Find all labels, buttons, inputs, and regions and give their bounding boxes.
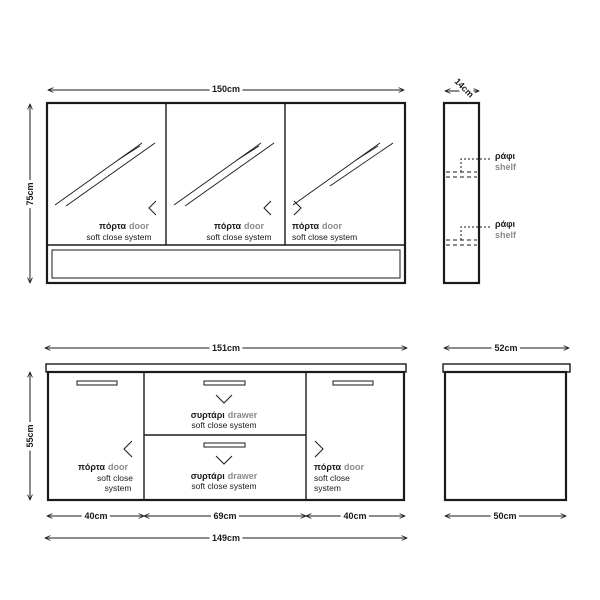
open-shelf-niche [52, 250, 400, 278]
side-body [445, 372, 566, 500]
vanity-height-label: 55cm [25, 424, 35, 448]
shelf-leader-lines [461, 159, 491, 240]
svg-text:πόρταdoor: πόρτα door [292, 221, 343, 231]
shelf-label [495, 219, 517, 240]
side-outline [444, 103, 479, 283]
svg-text:soft close system: soft close system [86, 232, 152, 242]
svg-text:soft close system: soft close system [191, 420, 257, 430]
svg-text:συρτάριdrawer: συρτάρι drawer [190, 410, 258, 420]
svg-text:συρτάριdrawer: συρτάρι drawer [190, 471, 258, 481]
svg-text:soft close system: soft close system [292, 232, 358, 242]
door-label [292, 221, 357, 242]
shelf-label [495, 151, 517, 172]
drawer-label [191, 471, 258, 491]
right-door-label [314, 462, 365, 493]
svg-text:system: system [314, 483, 341, 493]
svg-text:πόρταdoor: πόρτα door [314, 462, 365, 472]
svg-text:ράφι: ράφι [495, 219, 516, 229]
total-width-label: 149cm [211, 533, 241, 543]
svg-text:πόρταdoor: πόρτα door [77, 462, 129, 472]
side-countertop [443, 364, 570, 372]
svg-text:soft close system: soft close system [191, 481, 257, 491]
svg-text:πόρταdoor: πόρτα door [213, 221, 265, 231]
vanity-top-width-label: 151cm [211, 343, 241, 353]
chevron-right-icon [315, 441, 323, 457]
svg-text:system: system [104, 483, 132, 493]
right-section-label: 40cm [343, 511, 367, 521]
door-label [86, 221, 151, 242]
left-section-label: 40cm [84, 511, 108, 521]
svg-text:soft close: soft close [314, 473, 350, 483]
svg-text:soft close system: soft close system [206, 232, 272, 242]
door-handle [77, 381, 117, 385]
svg-text:ράφι: ράφι [495, 151, 516, 161]
drawer-label [191, 410, 258, 430]
countertop [46, 364, 406, 372]
chevron-left-icon [264, 201, 271, 215]
middle-section-label: 69cm [213, 511, 237, 521]
chevron-left-icon [124, 441, 132, 457]
svg-text:πόρταdoor: πόρτα door [98, 221, 150, 231]
drawer-handle [204, 443, 245, 447]
mirror-cabinet-front [25, 84, 405, 283]
mirror-cabinet-side [444, 76, 517, 283]
vanity-front [25, 343, 407, 543]
mirror-reflection-lines [55, 143, 393, 206]
vanity-side [443, 343, 570, 521]
top-depth-label: 52cm [494, 343, 518, 353]
left-door-label [78, 462, 133, 493]
mirror-height-label: 75cm [25, 182, 35, 206]
chevron-down-icon [216, 456, 232, 464]
door-handle [333, 381, 373, 385]
mirror-depth-label: 14cm [452, 76, 476, 100]
door-label [206, 221, 271, 242]
chevron-down-icon [216, 395, 232, 403]
svg-text:shelf: shelf [495, 230, 517, 240]
body-depth-label: 50cm [493, 511, 517, 521]
chevron-left-icon [149, 201, 156, 215]
svg-text:soft close: soft close [97, 473, 133, 483]
svg-text:shelf: shelf [495, 162, 517, 172]
mirror-width-label: 150cm [211, 84, 241, 94]
drawer-handle [204, 381, 245, 385]
mirror-cabinet-outline [47, 103, 405, 283]
